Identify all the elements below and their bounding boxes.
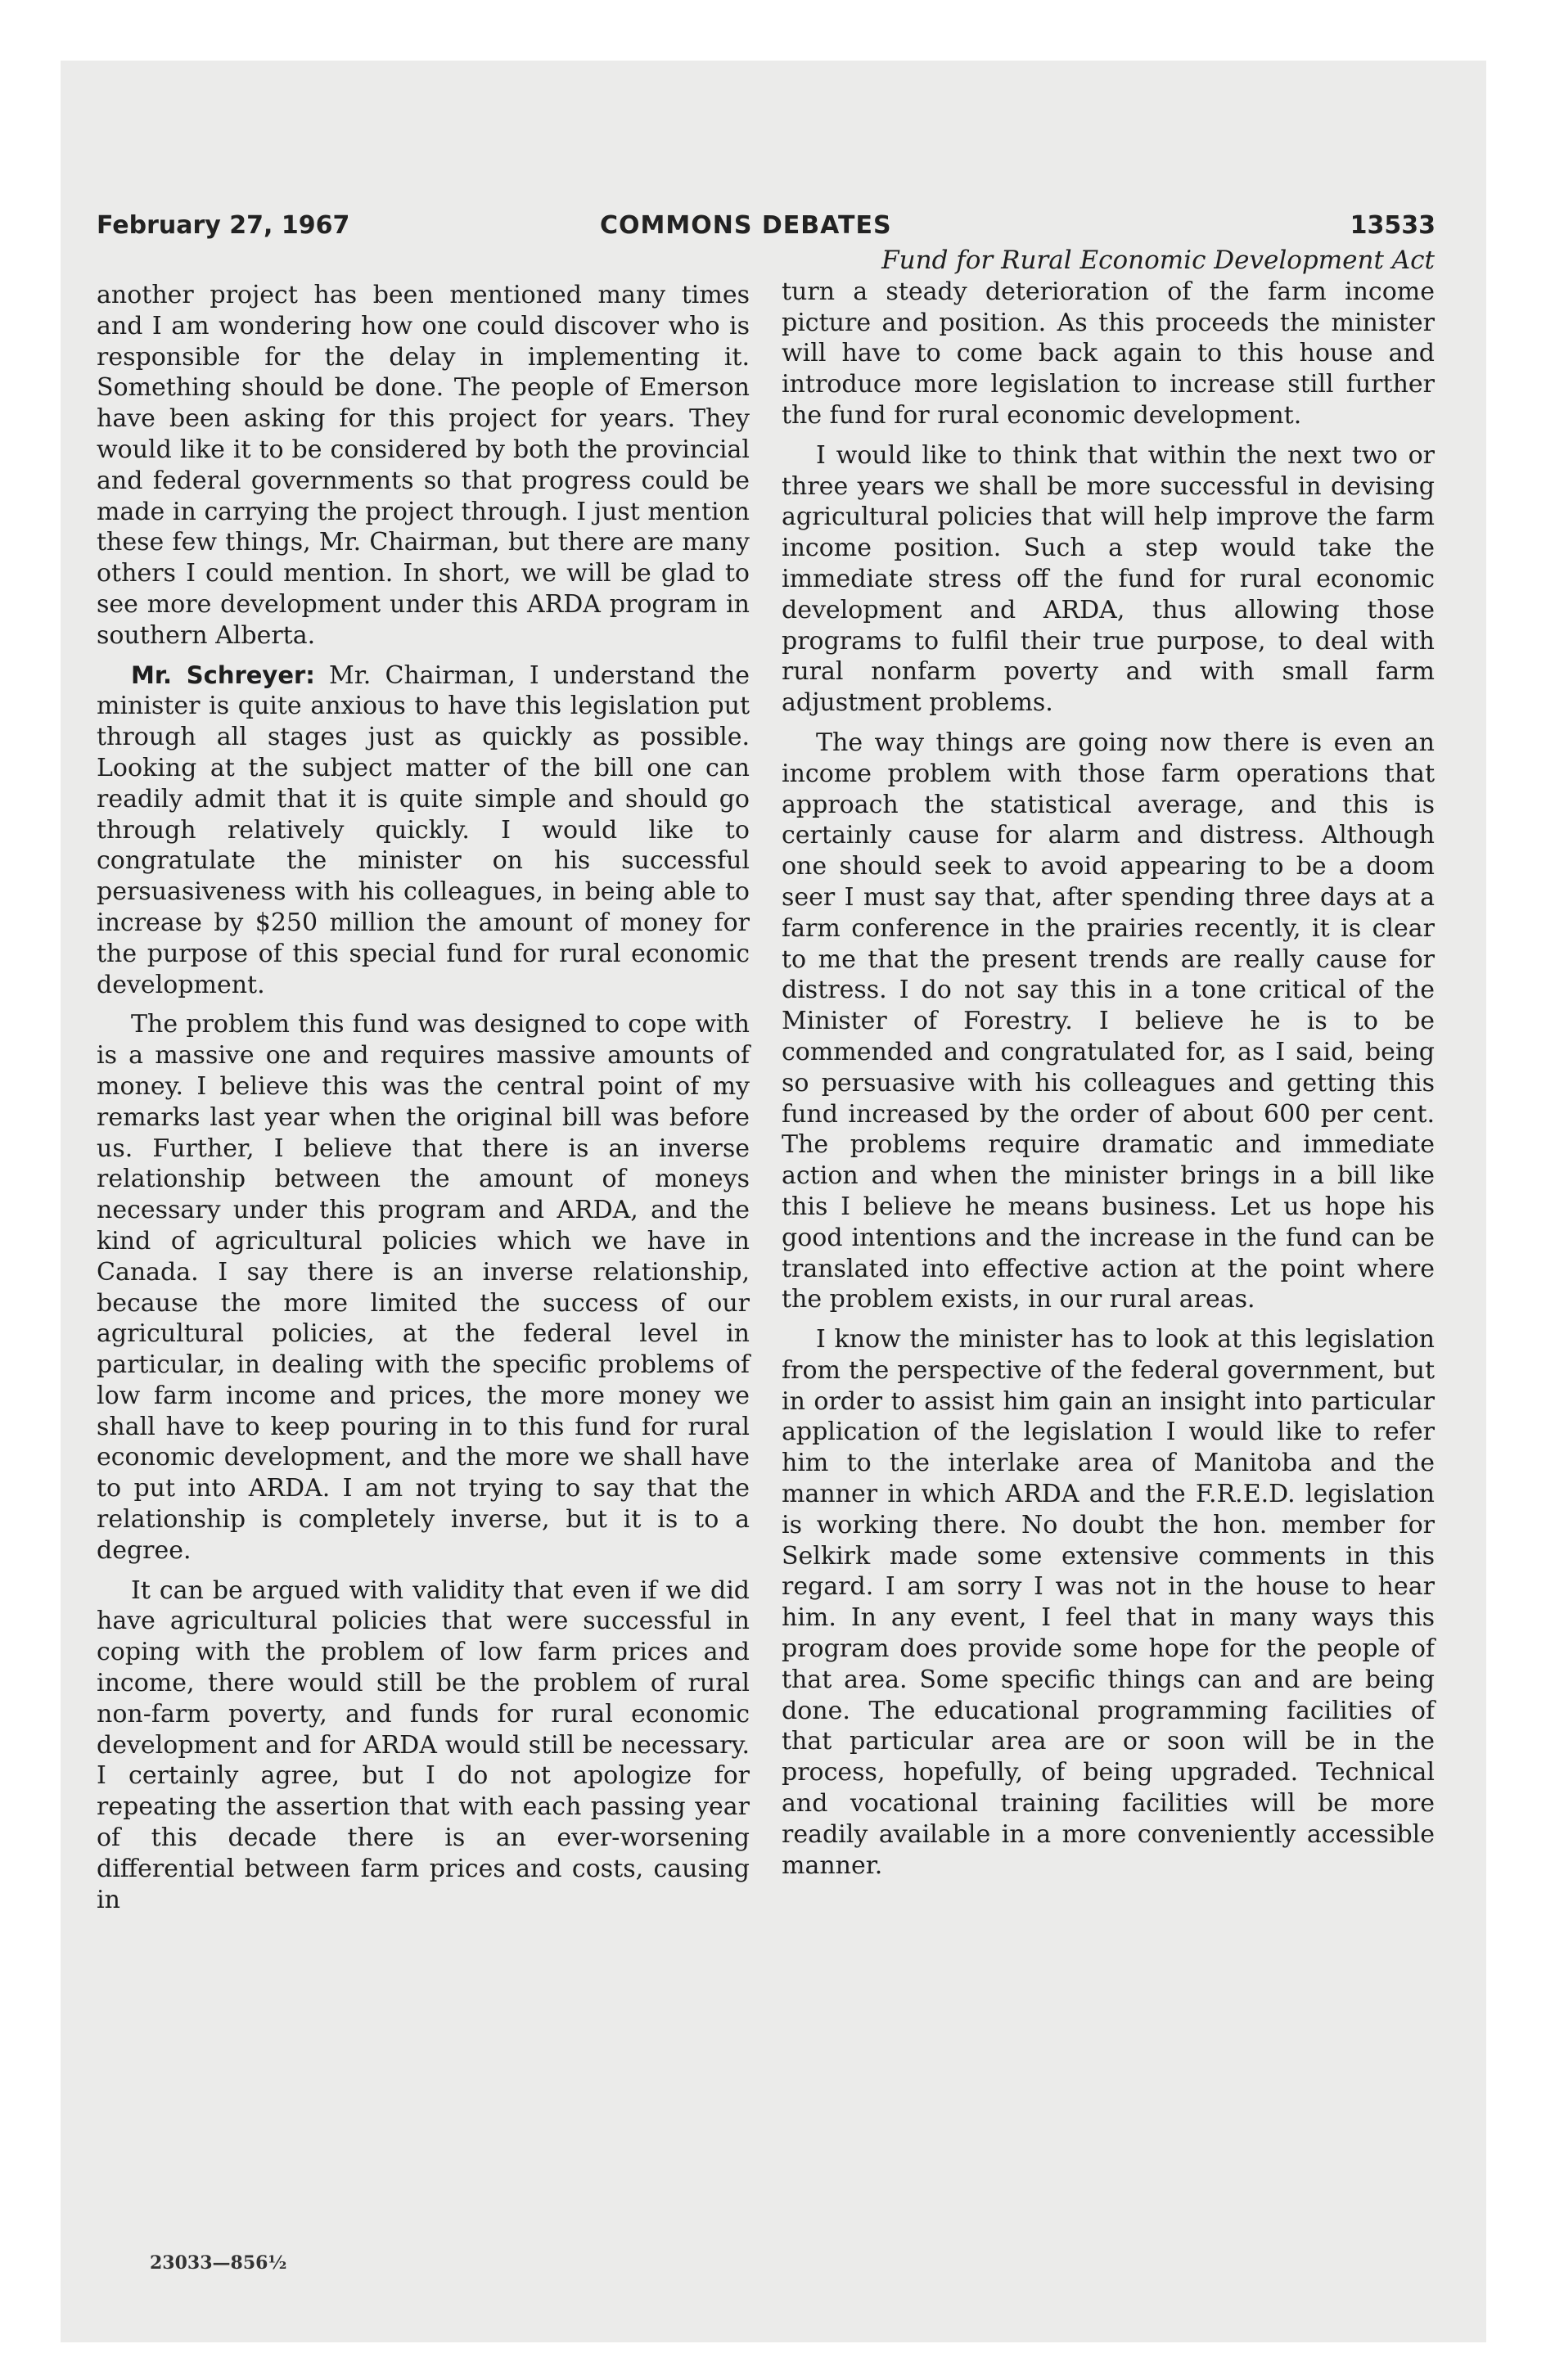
running-head: Fund for Rural Economic Development Act <box>881 246 1435 275</box>
right-paragraph-1: turn a steady deterioration of the farm income picture and position. As this proceeds the minister will have to come back again to this house and introduce more legislation to increase still further the fund for rural economic development. <box>782 277 1435 430</box>
left-paragraph-4: It can be argued with validity that even if we did have agricultural policies that were successful in coping with the problem of low farm prices and income, there would still be the problem of rural non-farm poverty, and funds for rural economic development and for ARDA would still be necessary. I certainly agree, but I do not apologize for repeating the assertion that with each passing year of this decade there is an ever-worsening differential between farm prices and costs, causing in <box>97 1575 750 1914</box>
left-paragraph-2-text: Mr. Chairman, I understand the minister is quite anxious to have this legislation put through all stages just as quickly as possible. Looking at the subject matter of the bill one can readily admit that it is quite simple and should go through relatively quickly. I would like to congratulate the minister on his successful persuasiveness with his colleagues, in being able to increase by $250 million the amount of money for the purpose of this special fund for rural economic development. <box>97 660 750 999</box>
header-date: February 27, 1967 <box>97 211 350 240</box>
right-paragraph-4: I know the minister has to look at this legislation from the perspective of the federal government, but in order to assist him gain an insight into particular application of the legislation I would like to refer him to the interlake area of Manitoba and the manner in which ARDA and the F.R.E.D. legislation is working there. No doubt the hon. member for Selkirk made some extensive comments in this regard. I am sorry I was not in the house to hear him. In any event, I feel that in many ways this program does provide some hope for the people of that area. Some specific things can and are being done. The educational programming facilities of that particular area are or soon will be in the process, hopefully, of being upgraded. Technical and vocational training facilities will be more readily available in a more conveniently accessible manner. <box>782 1325 1435 1880</box>
right-paragraph-3: The way things are going now there is even an income problem with those farm operations that approach the statistical average, and this is certainly cause for alarm and distress. Although one should seek to avoid appearing to be a doom seer I must say that, after spending three days at a farm conference in the prairies recently, it is clear to me that the present trends are really cause for distress. I do not say this in a tone critical of the Minister of Forestry. I believe he is to be commended and congratulated for, as I said, being so persuasive with his colleagues and getting this fund increased by the order of about 600 per cent. The problems require dramatic and immediate action and when the minister brings in a bill like this I believe he means business. Let us hope his good intentions and the increase in the fund can be translated into effective action at the point where the problem exists, in our rural areas. <box>782 728 1435 1314</box>
header-page-number: 13533 <box>1350 211 1436 240</box>
header-publication: COMMONS DEBATES <box>600 211 892 240</box>
left-paragraph-2 <box>97 660 750 1001</box>
speaker-name: Mr. Schreyer: <box>131 660 315 689</box>
left-paragraph-1: another project has been mentioned many times and I am wondering how one could discover who is responsible for the delay in implementing it. Something should be done. The people of Emerson have been asking for this project for years. They would like it to be considered by both the provincial and federal governments so that progress could be made in carrying the project through. I just mention these few things, Mr. Chairman, but there are many others I could mention. In short, we will be glad to see more development under this ARDA program in southern Alberta. <box>97 281 750 650</box>
right-column <box>782 246 1435 1890</box>
footer-code: 23033—856½ <box>150 2252 287 2274</box>
right-paragraph-2: I would like to think that within the next two or three years we shall be more successful in devising agricultural policies that will help improve the farm income position. Such a step would take the immediate stress off the fund for rural economic development and ARDA, thus allowing those programs to fulfil their true purpose, to deal with rural nonfarm poverty and with small farm adjustment problems. <box>782 440 1435 718</box>
left-paragraph-3: The problem this fund was designed to cope with is a massive one and requires massive amounts of money. I believe this was the central point of my remarks last year when the original bill was before us. Further, I believe that there is an inverse relationship between the amount of moneys necessary under this program and ARDA, and the kind of agricultural policies which we have in Canada. I say there is an inverse relationship, because the more limited the success of our agricultural policies, at the federal level in particular, in dealing with the specific problems of low farm income and prices, the more money we shall have to keep pouring in to this fund for rural economic development, and the more we shall have to put into ARDA. I am not trying to say that the relationship is completely inverse, but it is to a degree. <box>97 1010 750 1565</box>
left-column <box>97 280 750 1924</box>
